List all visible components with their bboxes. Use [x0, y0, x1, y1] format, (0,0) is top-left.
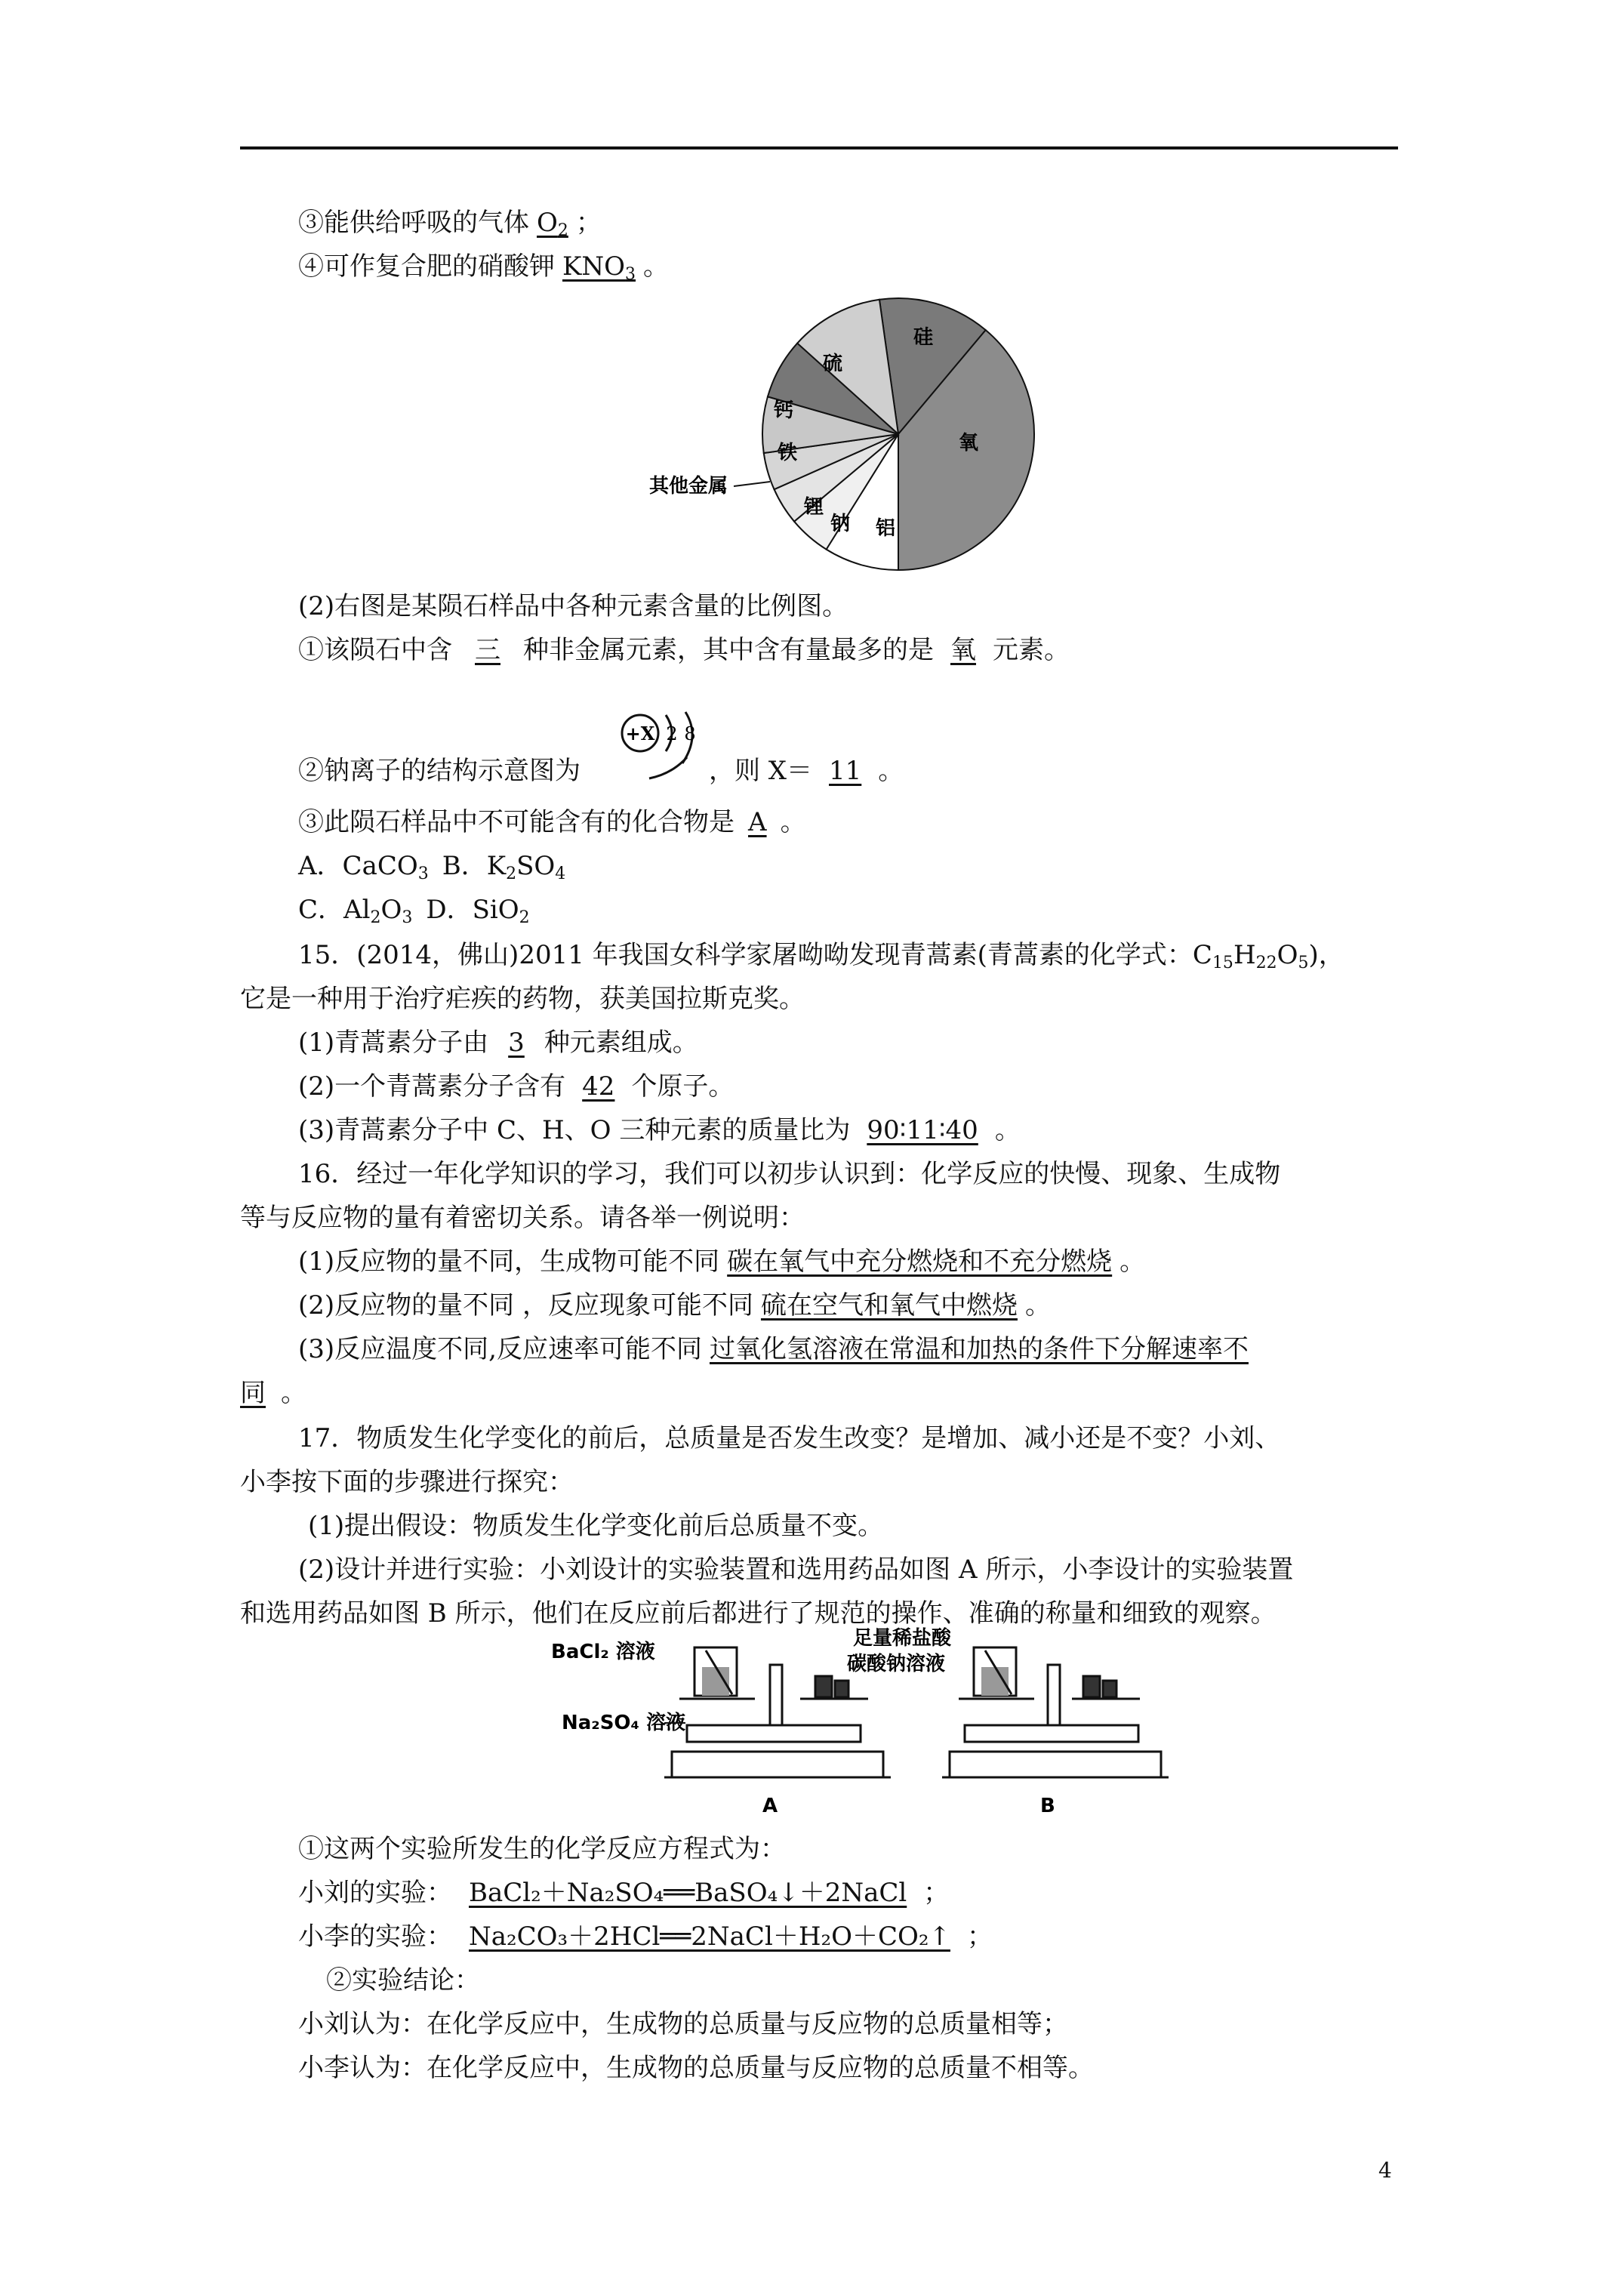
- answer-h2o2-rate: 过氧化氢溶液在常温和加热的条件下分解速率不: [709, 1334, 1249, 1364]
- pie-slice-label: 锂: [804, 496, 824, 519]
- answer-kno3: $KNO_3$: [562, 251, 636, 284]
- answer-sulfur-burning: 硫在空气和氧气中燃烧: [760, 1290, 1018, 1321]
- line-options-cd: C．$Al_2O_3$ D．SiO$_2$: [298, 895, 530, 927]
- balance-b: [942, 1647, 1169, 1777]
- pie-slices: [762, 298, 1034, 570]
- beam-b: [965, 1725, 1138, 1742]
- label-na2co3: 碳酸钠溶液: [847, 1653, 946, 1675]
- shell1-electrons: 2: [666, 723, 678, 744]
- answer-oxygen: 氧: [950, 635, 976, 665]
- line-q17-design-1: (2)设计并进行实验：小刘设计的实验装置和选用药品如图 A 所示，小李设计的实验装置: [298, 1555, 1294, 1585]
- line-eq-liu: 小刘的实验： BaCl₂＋Na₂SO₄══BaSO₄↓＋2NaCl ；: [298, 1878, 950, 1908]
- line-eq-intro: ①这两个实验所发生的化学反应方程式为：: [298, 1834, 786, 1864]
- line-q17-2: 小李按下面的步骤进行探究：: [240, 1467, 574, 1497]
- meteorite-element-pie-chart: [649, 294, 1042, 574]
- answer-eleven: 11: [829, 756, 862, 786]
- balance-experiment-figure: [551, 1623, 1185, 1820]
- pie-slice-label: 硅: [913, 326, 934, 349]
- line-p2-intro: (2)右图是某陨石样品中各种元素含量的比例图。: [298, 591, 848, 621]
- answer-42: 42: [582, 1071, 615, 1102]
- pie-slice-label: 钙: [774, 399, 794, 422]
- pillar-b: [1048, 1665, 1060, 1725]
- answer-o2: $O_2$: [537, 208, 568, 240]
- line-q16-sub3: (3)反应温度不同,反应速率可能不同 过氧化氢溶液在常温和加热的条件下分解速率不: [298, 1330, 1256, 1368]
- base-a: [672, 1752, 883, 1777]
- pie-slice-label: 钠: [830, 513, 851, 535]
- line-q15-sub1: (1)青蒿素分子由 3 种元素组成。: [298, 1028, 698, 1058]
- answer-carbon-burning: 碳在氧气中充分燃烧和不充分燃烧: [727, 1247, 1113, 1277]
- pie-slice-label: 其他金属: [649, 475, 728, 498]
- pie-slice-label: 氧: [959, 432, 979, 455]
- line-q16-sub3-cont: 同 。: [240, 1378, 306, 1408]
- nucleus-label: +X: [625, 723, 655, 744]
- line-q16-sub2: (2)反应物的量不同 ，反应现象可能不同 硫在空气和氧气中燃烧 。: [298, 1290, 1051, 1321]
- line-p2-2: ②钠离子的结构示意图为 ，则 X＝ 11 。: [298, 756, 904, 786]
- pie-leader-line: [734, 482, 770, 486]
- page-number: 4: [1378, 2158, 1392, 2183]
- answer-mass-ratio: 90∶11∶40: [867, 1115, 978, 1145]
- line-conclusion: ②实验结论：: [326, 1965, 480, 1996]
- weight-b1: [1083, 1676, 1100, 1697]
- header-rule: [240, 146, 1398, 149]
- line-q17-hypothesis: (1)提出假设：物质发生化学变化前后总质量不变。: [308, 1511, 884, 1541]
- line-p2-3: ③此陨石样品中不可能含有的化合物是 A 。: [298, 807, 806, 837]
- shell2-electrons: 8: [684, 723, 696, 744]
- answer-liu-equation: BaCl₂＋Na₂SO₄══BaSO₄↓＋2NaCl: [469, 1878, 907, 1908]
- line-q3: ③能供给呼吸的气体 $O_2$ ；: [298, 208, 602, 240]
- label-a: A: [762, 1795, 778, 1817]
- line-options-ab: A．CaCO$_3$ B．$K_2SO_4$: [298, 851, 566, 883]
- line-q17-design-2: 和选用药品如图 B 所示，他们在反应前后都进行了规范的操作、准确的称量和细致的观察。: [240, 1598, 1277, 1629]
- pie-slice-label: 铝: [876, 517, 896, 540]
- weight-b2: [1103, 1681, 1116, 1697]
- line-q15-sub3: (3)青蒿素分子中 C、H、O 三种元素的质量比为 90∶11∶40 。: [298, 1115, 1021, 1145]
- weight-a2: [835, 1681, 848, 1697]
- answer-three: 三: [475, 635, 500, 665]
- pie-slice-label: 铁: [778, 442, 798, 464]
- label-na2so4: Na₂SO₄ 溶液: [562, 1712, 685, 1734]
- line-q15-2: 它是一种用于治疗疟疾的药物，获美国拉斯克奖。: [240, 984, 805, 1014]
- line-q17-1: 17．物质发生化学变化的前后，总质量是否发生改变？是增加、减小还是不变？小刘、: [298, 1423, 1281, 1453]
- line-liu-conclusion: 小刘认为：在化学反应中，生成物的总质量与反应物的总质量相等；: [298, 2009, 1068, 2039]
- line-q16-sub1: (1)反应物的量不同，生成物可能不同 碳在氧气中充分燃烧和不充分燃烧 。: [298, 1247, 1146, 1277]
- label-b: B: [1040, 1795, 1055, 1817]
- answer-a: A: [748, 807, 767, 837]
- line-q16-1: 16．经过一年化学知识的学习，我们可以初步认识到：化学反应的快慢、现象、生成物: [298, 1159, 1281, 1189]
- answer-three-elements: 3: [508, 1028, 525, 1058]
- line-p2-1: ①该陨石中含 三 种非金属元素，其中含有量最多的是 氧 元素。: [298, 635, 1070, 665]
- label-hcl: 足量稀盐酸: [853, 1627, 952, 1650]
- weight-a1: [815, 1676, 832, 1697]
- beam-a: [687, 1725, 861, 1742]
- answer-li-equation: Na₂CO₃＋2HCl══2NaCl＋H₂O＋CO₂↑: [469, 1922, 950, 1952]
- line-q15-1: 15．(2014，佛山)2011 年我国女科学家屠呦呦发现青蒿素(青蒿素的化学式：$C_{15}H_{22}O_5$)，: [298, 940, 1344, 972]
- line-li-conclusion: 小李认为：在化学反应中，生成物的总质量与反应物的总质量不相等。: [298, 2053, 1094, 2083]
- pillar-a: [770, 1665, 782, 1725]
- label-bacl2: BaCl₂ 溶液: [551, 1641, 655, 1663]
- line-q4: ④可作复合肥的硝酸钾 $KNO_3$ 。: [298, 251, 670, 284]
- line-eq-li: 小李的实验： Na₂CO₃＋2HCl══2NaCl＋H₂O＋CO₂↑ ；: [298, 1922, 993, 1952]
- line-q15-sub2: (2)一个青蒿素分子含有 42 个原子。: [298, 1071, 735, 1102]
- line-q16-2: 等与反应物的量有着密切关系。请各举一例说明：: [240, 1203, 805, 1233]
- pie-slice-label: 硫: [823, 353, 843, 375]
- base-b: [950, 1752, 1161, 1777]
